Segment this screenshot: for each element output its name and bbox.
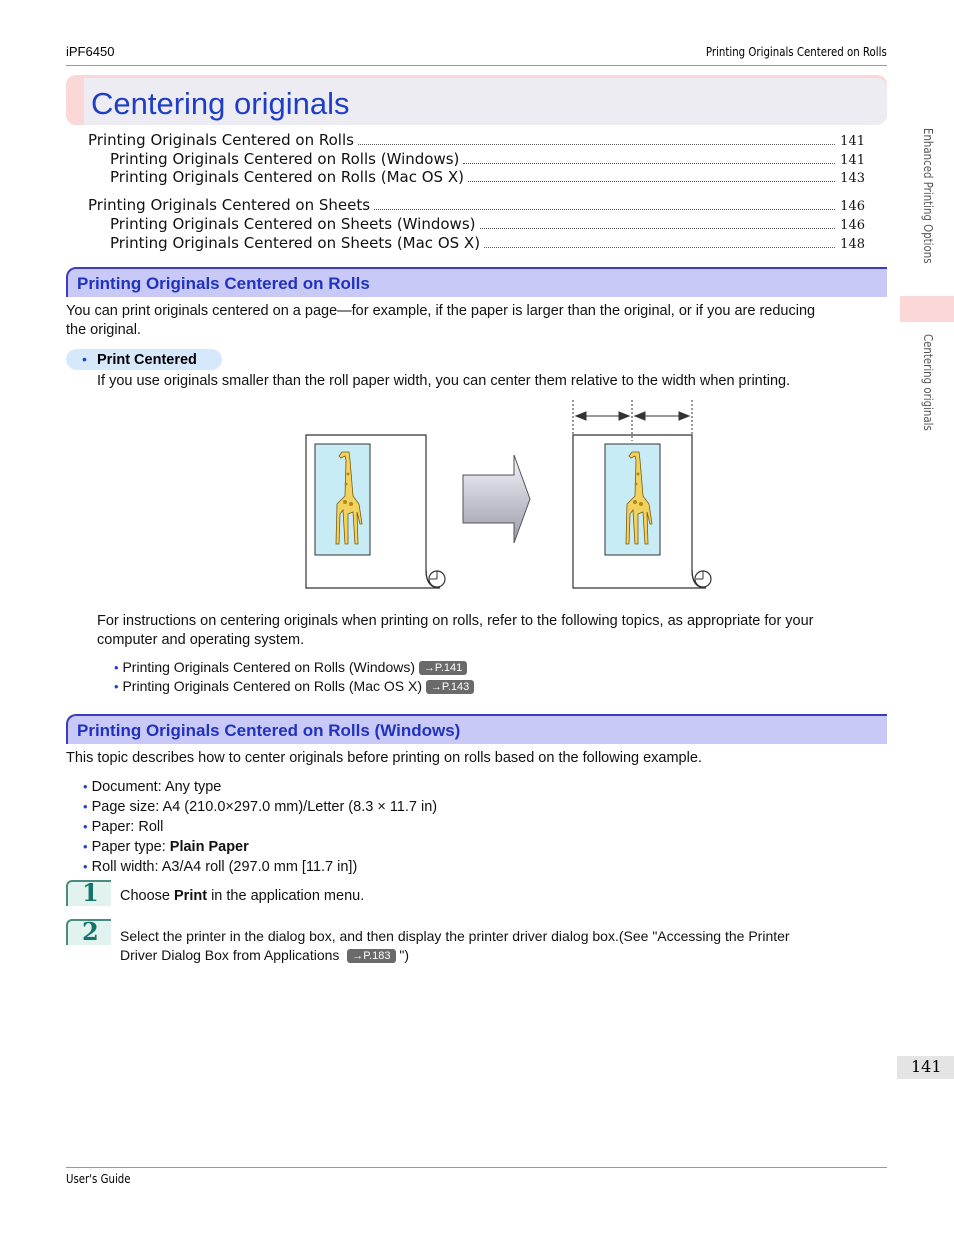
toc-item-page: 146 (840, 218, 865, 233)
paper-before-icon (306, 435, 445, 588)
toc-item[interactable] (88, 196, 865, 214)
section-heading-text: Printing Originals Centered on Rolls (Windows) (77, 721, 461, 740)
list-item[interactable] (114, 658, 474, 677)
toc-item-label: Printing Originals Centered on Sheets (Mac OS X) (110, 234, 481, 252)
step-text: ") (395, 947, 410, 963)
instructions-paragraph (97, 612, 814, 650)
list-item-emphasis: Plain Paper (169, 839, 249, 855)
link-text[interactable]: Printing Originals Centered on Rolls (Windows) (122, 659, 416, 675)
step-number-1 (66, 880, 111, 906)
bullet-icon: • (83, 819, 88, 834)
example-list (83, 777, 437, 877)
step-text: Select the printer in the dialog box, and then display the printer driver dialog box.(See "Accessing the Printer (120, 928, 790, 944)
toc-item-page: 141 (840, 153, 865, 168)
toc-item-page: 148 (840, 237, 865, 252)
header-model: iPF6450 (66, 44, 115, 59)
toc-item[interactable] (110, 150, 865, 168)
footer-rule (66, 1167, 887, 1168)
feature-label: Print Centered (97, 352, 197, 368)
toc-item-label: Printing Originals Centered on Sheets (88, 196, 371, 214)
list-item (83, 777, 437, 797)
toc-item[interactable] (110, 215, 865, 233)
toc-item[interactable] (110, 234, 865, 252)
toc-item-page: 146 (840, 199, 865, 214)
header-rule (66, 65, 887, 66)
section-heading-rolls (66, 267, 887, 297)
step-1-text (120, 887, 364, 906)
list-item (83, 817, 437, 837)
footer-text: User's Guide (66, 1172, 131, 1186)
step-text: in the application menu. (207, 888, 365, 904)
page-title: Centering originals (91, 86, 350, 121)
step-number-text: 2 (82, 917, 99, 946)
sidebar-marker (900, 296, 954, 322)
sidebar-section[interactable]: Centering originals (921, 334, 935, 431)
list-item (83, 837, 437, 857)
feature-description: If you use originals smaller than the roll paper width, you can center them relative to the width when printing. (97, 373, 791, 389)
toc-item[interactable] (88, 131, 865, 149)
step-number-2 (66, 919, 111, 945)
toc-item-page: 143 (840, 171, 865, 186)
list-item (83, 797, 437, 817)
page-ref-link[interactable]: →P.141 (419, 661, 467, 675)
header-section: Printing Originals Centered on Rolls (706, 45, 887, 59)
toc-item-label: Printing Originals Centered on Rolls (Mac OS X) (110, 168, 464, 186)
list-item-text: Document: Any type (91, 779, 222, 795)
bullet-icon: • (114, 679, 119, 694)
bullet-icon: • (83, 839, 88, 854)
arrow-right-icon (463, 455, 530, 543)
toc-item-label: Printing Originals Centered on Rolls (Windows) (110, 150, 460, 168)
intro-paragraph (66, 302, 815, 340)
toc-item-label: Printing Originals Centered on Sheets (Windows) (110, 215, 476, 233)
bullet-icon: • (83, 799, 88, 814)
link-list (114, 658, 474, 696)
centering-illustration (300, 395, 720, 600)
list-item-text: Paper: Roll (91, 819, 164, 835)
step-text: Driver Dialog Box from Applications (120, 947, 340, 963)
sidebar-chapter[interactable]: Enhanced Printing Options (921, 128, 935, 264)
toc-item[interactable] (110, 168, 865, 186)
intro-line: the original. (66, 322, 141, 338)
list-item (83, 857, 437, 877)
toc-item-page: 141 (840, 134, 865, 149)
step-text: Choose (120, 888, 175, 904)
list-item[interactable] (114, 677, 474, 696)
step-text-line (120, 946, 790, 965)
step-emphasis: Print (174, 888, 208, 904)
step-number-text: 1 (82, 878, 99, 907)
bullet-icon: • (83, 859, 88, 874)
instructions-line: computer and operating system. (97, 632, 305, 648)
page-ref-link[interactable]: →P.143 (426, 680, 474, 694)
list-item-text: Roll width: A3/A4 roll (297.0 mm [11.7 in]) (91, 859, 358, 875)
instructions-line: For instructions on centering originals when printing on rolls, refer to the following topics, as appropriate for your (97, 613, 814, 629)
toc-item-label: Printing Originals Centered on Rolls (88, 131, 354, 149)
bullet-icon: • (82, 351, 87, 367)
list-item-text: Page size: A4 (210.0×297.0 mm)/Letter (8.3 × 11.7 in) (91, 799, 438, 815)
bullet-icon: • (83, 779, 88, 794)
step-2-text (120, 927, 790, 965)
page-number: 141 (911, 1057, 942, 1076)
section-heading-text: Printing Originals Centered on Rolls (77, 274, 370, 293)
link-text[interactable]: Printing Originals Centered on Rolls (Mac OS X) (122, 678, 423, 694)
bullet-icon: • (114, 660, 119, 675)
section-heading-windows (66, 714, 887, 744)
section2-intro: This topic describes how to center originals before printing on rolls based on the following example. (66, 750, 702, 766)
page-ref-link[interactable]: →P.183 (347, 949, 395, 963)
intro-line: You can print originals centered on a page—for example, if the paper is larger than the original, or if you are reducing (66, 303, 816, 319)
list-item-text: Paper type: (91, 839, 170, 855)
